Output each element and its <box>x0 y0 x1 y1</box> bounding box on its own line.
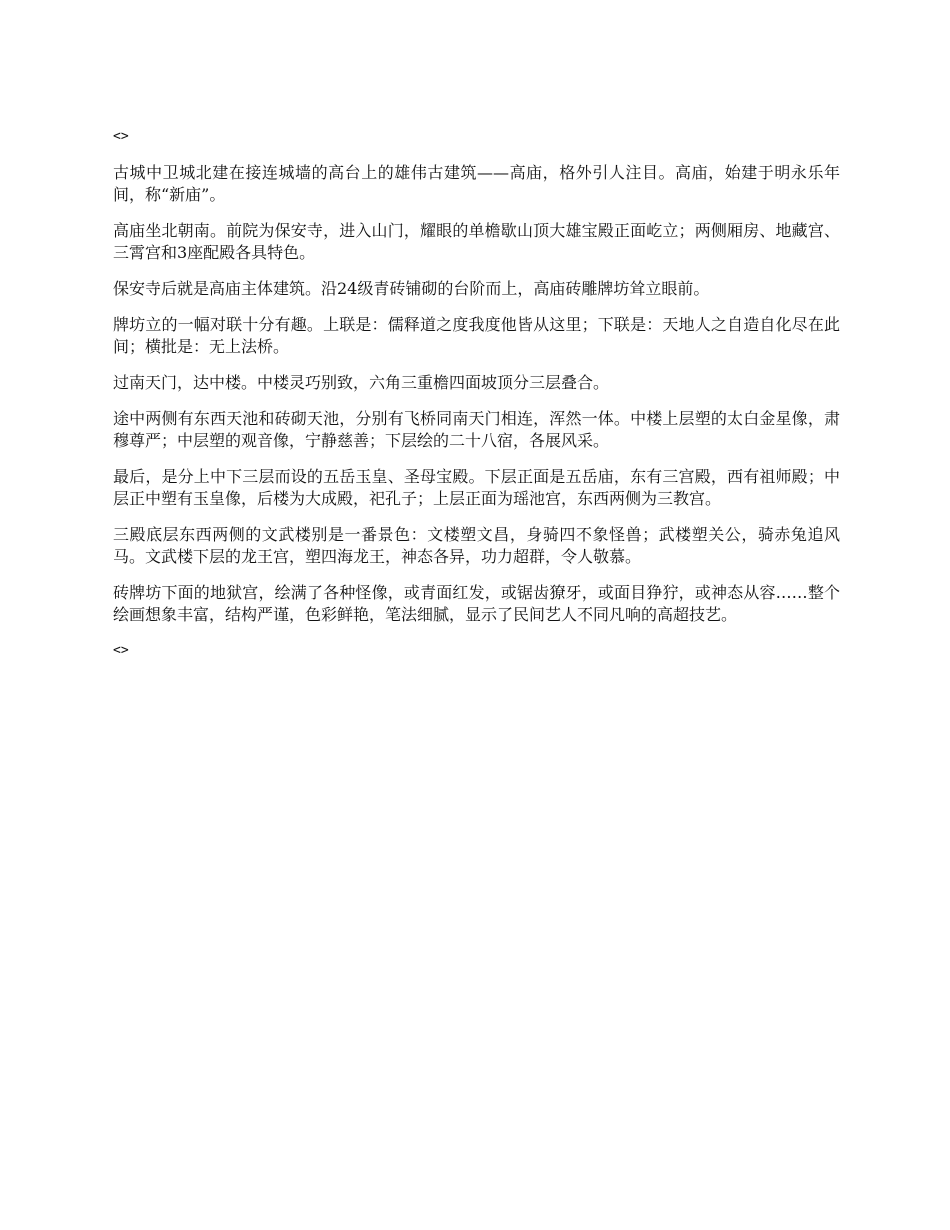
paragraph-7: 最后，是分上中下三层而设的五岳玉皇、圣母宝殿。下层正面是五岳庙，东有三宫殿，西有祖师殿；中层正中塑有玉皇像，后楼为大成殿，祀孔子；上层正面为瑶池宫，东西两侧为三教宫。 <box>113 467 840 508</box>
paragraph-8: 三殿底层东西两侧的文武楼别是一番景色：文楼塑文昌，身骑四不象怪兽；武楼塑关公，骑赤兔追风马。文武楼下层的龙王宫，塑四海龙王，神态各异，功力超群，令人敬慕。 <box>113 525 840 566</box>
start-marker: <> <box>113 129 129 144</box>
paragraph-9: 砖牌坊下面的地狱宫，绘满了各种怪像，或青面红发，或锯齿獠牙，或面目狰狞，或神态从容……整个绘画想象丰富，结构严谨，色彩鲜艳，笔法细腻，显示了民间艺人不同凡响的高超技艺。 <box>113 583 840 624</box>
paragraph-1: 古城中卫城北建在接连城墙的高台上的雄伟古建筑——高庙，格外引人注目。高庙，始建于明永乐年间，称“新庙”。 <box>113 163 840 204</box>
paragraph-2: 高庙坐北朝南。前院为保安寺，进入山门，耀眼的单檐歇山顶大雄宝殿正面屹立；两侧厢房、地藏宫、三霄宫和3座配殿各具特色。 <box>113 221 840 262</box>
paragraph-4: 牌坊立的一幅对联十分有趣。上联是：儒释道之度我度他皆从这里；下联是：天地人之自造自化尽在此间；横批是：无上法桥。 <box>113 315 840 356</box>
paragraph-5: 过南天门，达中楼。中楼灵巧别致，六角三重檐四面坡顶分三层叠合。 <box>113 373 610 392</box>
end-marker: <> <box>113 643 129 658</box>
paragraph-3: 保安寺后就是高庙主体建筑。沿24级青砖铺砌的台阶而上，高庙砖雕牌坊耸立眼前。 <box>113 279 710 298</box>
paragraph-6: 途中两侧有东西天池和砖砌天池，分别有飞桥同南天门相连，浑然一体。中楼上层塑的太白金星像，肃穆尊严；中层塑的观音像，宁静慈善；下层绘的二十八宿，各展风采。 <box>113 409 840 450</box>
document-body <box>113 126 840 676</box>
